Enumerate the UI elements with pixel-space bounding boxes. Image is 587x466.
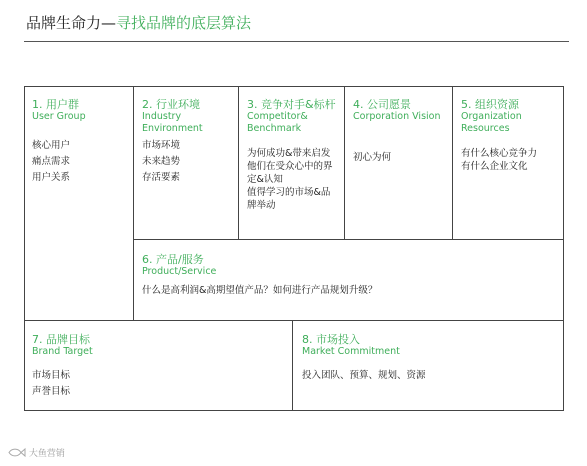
- cell-items: [32, 368, 282, 400]
- list-item: 未来趋势: [142, 156, 181, 167]
- divider-v-3: [344, 86, 345, 240]
- list-item: 他们在受众心中的界: [247, 161, 333, 172]
- cell-heading: 1. 用户群: [32, 98, 79, 111]
- cell-brand-target: [32, 333, 282, 400]
- cell-industry-environment: [142, 98, 236, 186]
- cell-heading: 4. 公司愿景: [353, 98, 411, 111]
- title-divider: [24, 41, 569, 42]
- title-prefix: 品牌生命力—: [26, 14, 117, 32]
- cell-user-group: [32, 98, 128, 186]
- list-item: 牌举动: [247, 200, 276, 211]
- cell-subheading: User Group: [32, 111, 86, 122]
- divider-h-row1: [133, 239, 564, 240]
- cell-heading: 7. 品牌目标: [32, 333, 90, 346]
- list-item: 市场目标: [32, 370, 71, 381]
- cell-subheading: Industry: [142, 111, 182, 122]
- cell-heading: 3. 竞争对手&标杆: [247, 98, 336, 111]
- page-title: [26, 12, 251, 33]
- list-item: 痛点需求: [32, 156, 71, 167]
- cell-items: [461, 147, 561, 173]
- cell-heading: 5. 组织资源: [461, 98, 519, 111]
- list-item: 用户关系: [32, 172, 71, 183]
- divider-v-bottom: [292, 320, 293, 411]
- cell-items: [142, 138, 236, 186]
- cell-items: [353, 150, 449, 166]
- cell-subheading: Corporation Vision: [353, 111, 441, 122]
- cell-organization-resources: [461, 98, 561, 173]
- cell-subheading: Market Commitment: [302, 346, 400, 357]
- list-item: 市场环境: [142, 140, 181, 151]
- list-item: 存活要素: [142, 172, 181, 183]
- cell-heading: 8. 市场投入: [302, 333, 360, 346]
- cell-items: [302, 368, 557, 384]
- list-item: 有什么核心竞争力: [461, 148, 538, 159]
- cell-subheading: Resources: [461, 123, 510, 134]
- cell-product-service: [142, 253, 552, 299]
- cell-market-commitment: [302, 333, 557, 384]
- cell-subheading: Competitor&: [247, 111, 308, 122]
- divider-v-col1-tall: [133, 239, 134, 321]
- cell-subheading: Benchmark: [247, 123, 302, 134]
- cell-items: [142, 283, 552, 299]
- list-item: 初心为何: [353, 152, 392, 163]
- list-item: 有什么企业文化: [461, 161, 528, 172]
- cell-subheading: Environment: [142, 123, 203, 134]
- watermark: [8, 446, 65, 461]
- title-accent: 寻找品牌的底层算法: [116, 14, 252, 32]
- divider-h-row2: [24, 320, 564, 321]
- divider-v-1: [133, 86, 134, 240]
- cell-items: [32, 138, 128, 186]
- list-item: 什么是高利润&高期望值产品？如何进行产品规划升级？: [142, 285, 378, 296]
- watermark-text: 大鱼营销: [28, 449, 65, 459]
- list-item: 为何成功&带来启发: [247, 148, 331, 159]
- fish-logo-icon: [8, 447, 26, 461]
- divider-v-2: [238, 86, 239, 240]
- list-item: 声誉目标: [32, 386, 71, 397]
- cell-subheading: Brand Target: [32, 346, 93, 357]
- cell-subheading: Organization: [461, 111, 522, 122]
- list-item: 核心用户: [32, 140, 71, 151]
- cell-heading: 6. 产品/服务: [142, 253, 204, 266]
- cell-competitor-benchmark: [247, 98, 343, 212]
- list-item: 投入团队、预算、规划、资源: [302, 370, 426, 381]
- cell-subheading: Product/Service: [142, 266, 217, 277]
- cell-heading: 2. 行业环境: [142, 98, 200, 111]
- cell-corporation-vision: [353, 98, 449, 166]
- list-item: 值得学习的市场&品: [247, 187, 331, 198]
- divider-v-4: [452, 86, 453, 240]
- cell-items: [247, 147, 343, 212]
- list-item: 定&认知: [247, 174, 283, 185]
